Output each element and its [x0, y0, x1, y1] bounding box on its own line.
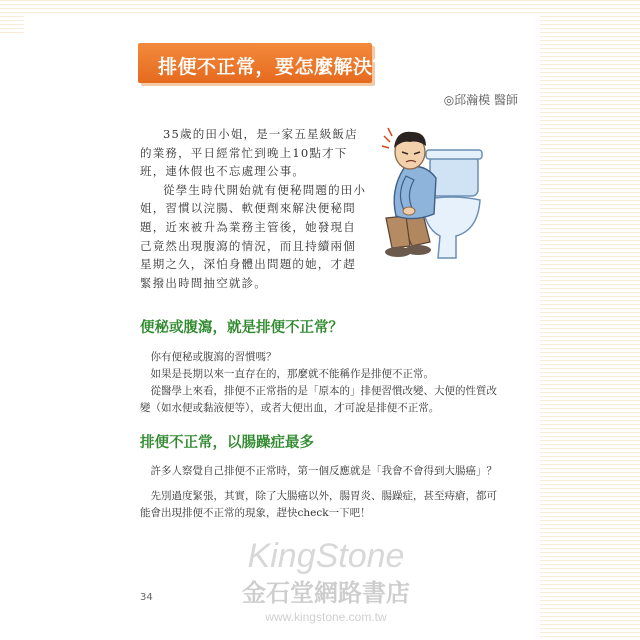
page-number: 34: [140, 592, 153, 603]
body-paragraph: 許多人察覺自己排便不正常時，第一個反應就是「我會不會得到大腸癌」？: [150, 465, 497, 477]
kingstone-watermark-logo: [226, 537, 426, 627]
section-heading-constipation: 便秘或腹瀉，就是排便不正常？: [140, 320, 343, 336]
author-credit: ◎邱瀚模 醫師: [443, 93, 518, 107]
page-title: 排便不正常，要怎麼解決？: [158, 56, 393, 78]
watermark-brand: KingStone: [247, 537, 405, 575]
section-heading-ibs: 排便不正常，以腸躁症最多: [140, 435, 314, 451]
section-body-ibs: [140, 463, 500, 522]
watermark-store: 金石堂網路書店: [242, 578, 410, 607]
intro-story: [140, 125, 368, 292]
intro-paragraph: 從學生時代開始就有便秘問題的田小姐，習慣以浣腸、軟便劑來解決便秘問題，近來被升為業務主管後，她發現自己竟然出現腹瀉的情況，而且持續兩個星期之久，深怕身體出問題的她，才趕緊撥出時間抽空就診。: [140, 182, 367, 290]
body-paragraph: 如果是長期以來一直存在的，那麼就不能稱作是排便不正常。: [150, 368, 434, 380]
right-decorative-band: [538, 0, 640, 640]
man-on-toilet-illustration: [360, 118, 490, 268]
section-body-constipation: [140, 349, 500, 417]
intro-paragraph: 35歲的田小姐，是一家五星級飯店的業務，平日經常忙到晚上10點才下班，連休假也不忘處理公事。: [140, 127, 358, 179]
watermark-url: www.kingstone.com.tw: [265, 610, 387, 624]
body-paragraph: 先別過度緊張，其實，除了大腸癌以外，腸胃炎、腸躁症，甚至痔瘡，都可能會出現排便不正常的現象，趕快check一下吧！: [140, 490, 497, 519]
body-paragraph: 從醫學上來看，排便不正常指的是「原本的」排便習慣改變、大便的性質改變（如水便或黏液便等），或者大便出血，才可說是排便不正常。: [140, 385, 497, 414]
body-paragraph: 你有便秘或腹瀉的習慣嗎？: [150, 351, 277, 363]
